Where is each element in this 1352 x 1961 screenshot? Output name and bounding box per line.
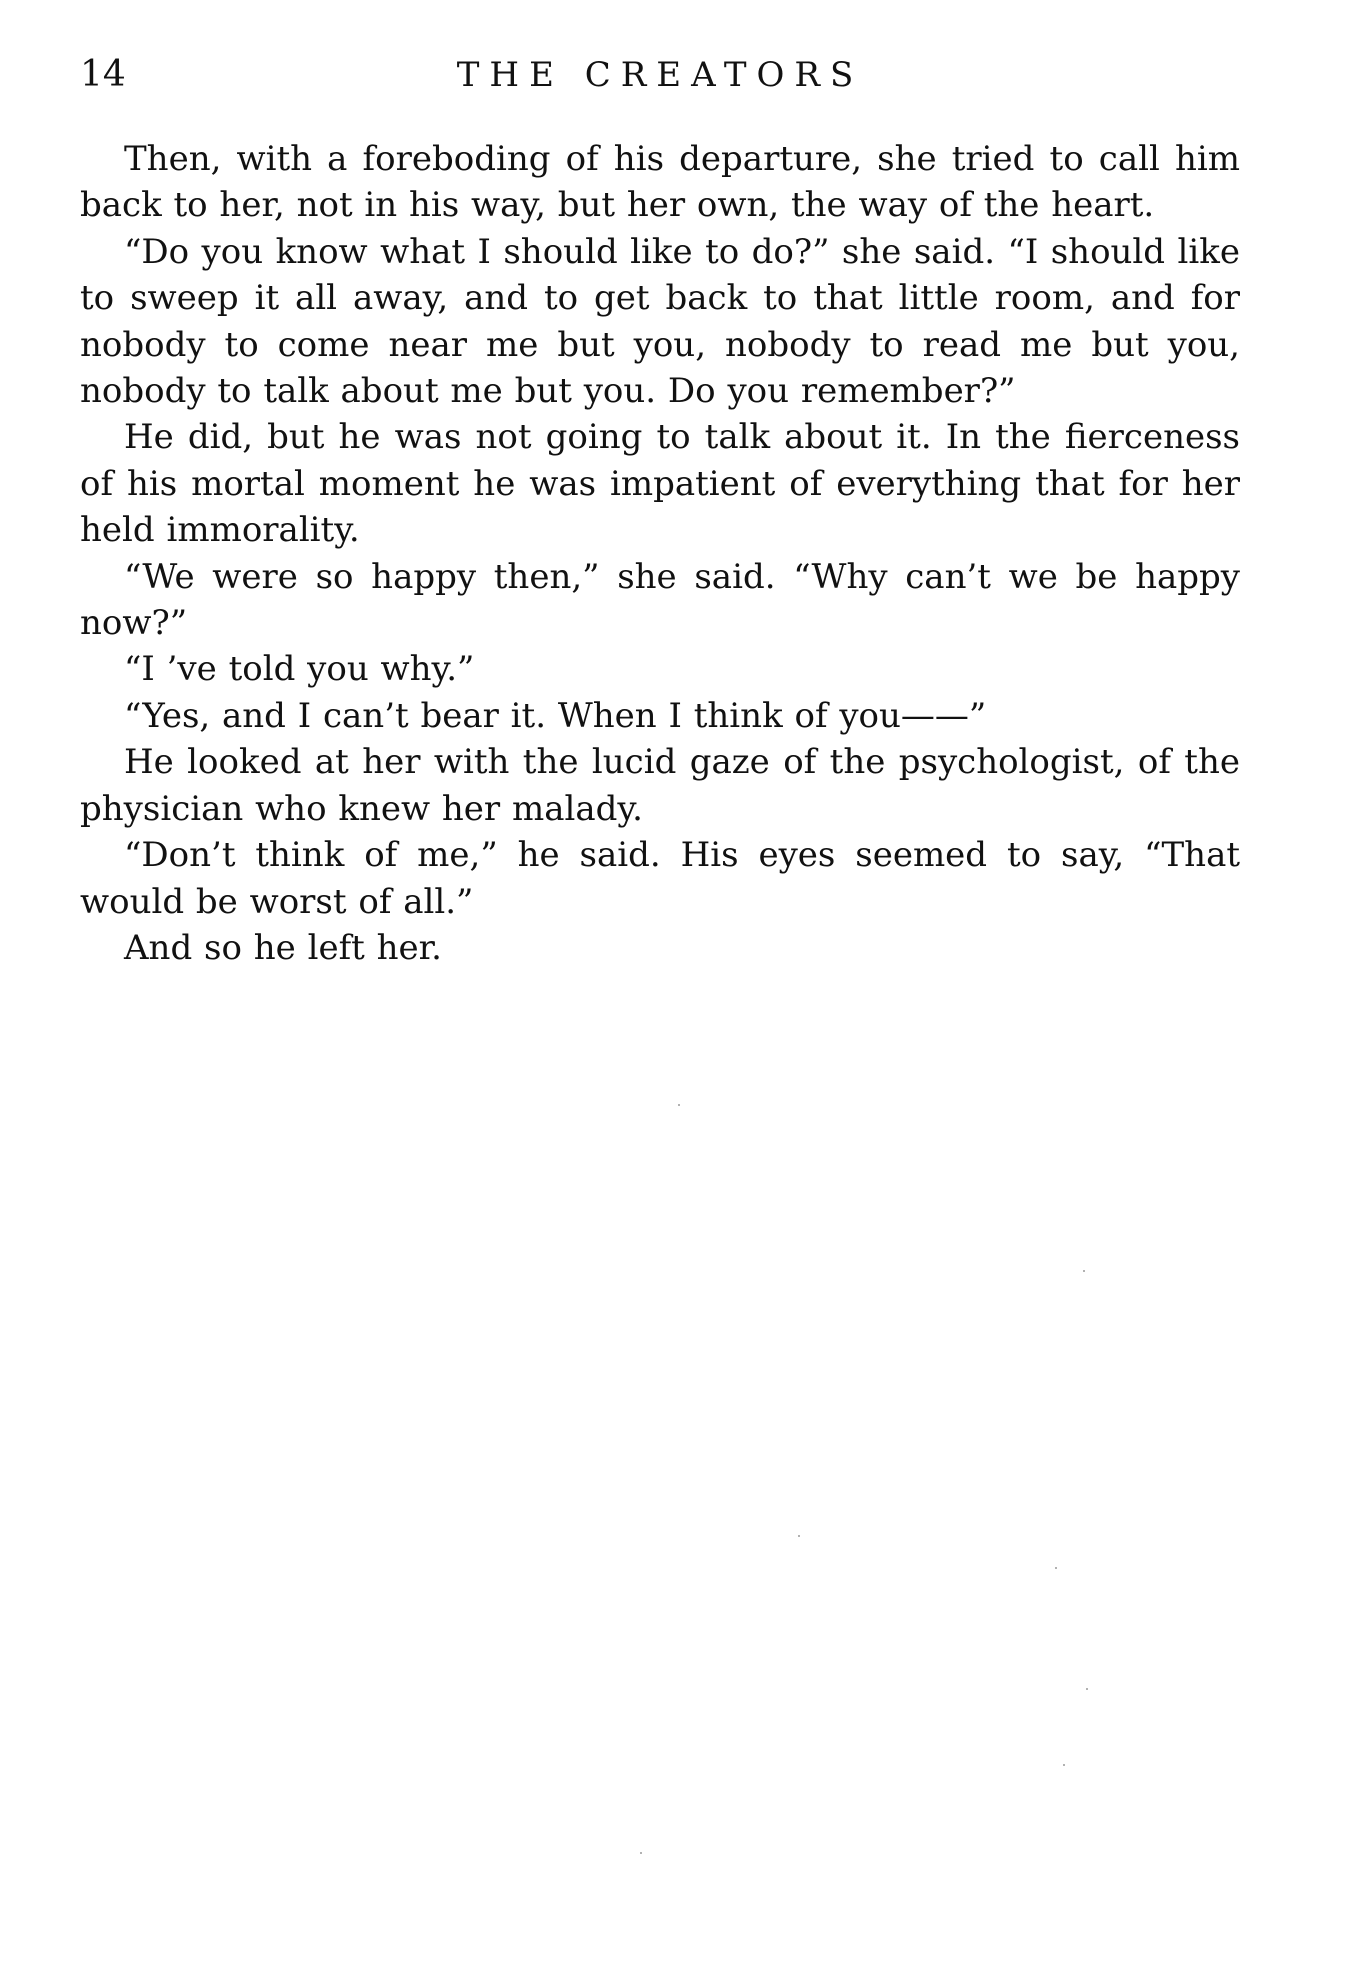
scan-speck — [1086, 1688, 1088, 1690]
paragraph: He did, but he was not going to talk about it. In the fierceness of his mortal moment he was impatient of everything that for her held immorality. — [80, 417, 1240, 551]
paragraph: Then, with a foreboding of his departure, she tried to call him back to her, not in his way, but her own, the way of the heart. — [80, 139, 1240, 226]
scan-speck — [1063, 1764, 1065, 1766]
scan-speck — [1083, 1270, 1085, 1272]
body-text — [80, 136, 1240, 971]
paragraph: “Yes, and I can’t bear it. When I think of you——” — [124, 695, 987, 736]
paragraph: And so he left her. — [124, 927, 442, 968]
scan-speck — [798, 1535, 800, 1537]
scan-speck — [1055, 1567, 1057, 1569]
paragraph: He looked at her with the lucid gaze of the psychologist, of the physician who knew her malady. — [80, 742, 1240, 829]
running-head: THE CREATORS — [456, 55, 864, 95]
page-number: 14 — [80, 54, 126, 95]
scan-speck — [678, 1104, 680, 1106]
paragraph: “Don’t think of me,” he said. His eyes seemed to say, “That would be worst of all.” — [80, 835, 1240, 922]
paragraph: “Do you know what I should like to do?” she said. “I should like to sweep it all away, and to get back to that little room, and for nobody to come near me but you, nobody to read me but you, nobody to talk about me but you. Do you remember?” — [80, 231, 1240, 412]
page-header — [80, 50, 1240, 100]
paragraph: “We were so happy then,” she said. “Why can’t we be happy now?” — [80, 556, 1240, 644]
scan-speck — [640, 1852, 642, 1854]
paragraph: “I ’ve told you why.” — [124, 649, 475, 690]
